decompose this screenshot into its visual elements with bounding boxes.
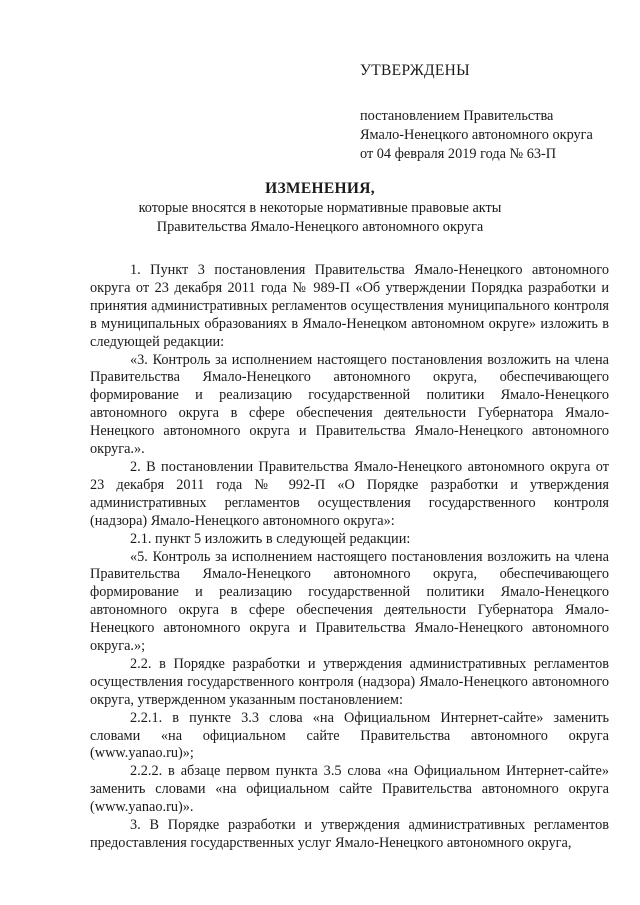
- paragraph-2-1: 2.1. пункт 5 изложить в следующей редакции:: [130, 530, 411, 547]
- approval-line: постановлением Правительства: [360, 108, 554, 124]
- paragraph-2-1-quote: «5. Контроль за исполнением настоящего постановления возложить на члена Правительства Ямало-Ненецкого автономного округа, обеспечивающего формирование и реализацию государственной политики Ямало-Ненецкого автономного округа в сфере обеспечения деятельности Губернатора Ямало-Ненецкого автономного округа и Правительства Ямало-Ненецкого автономного округа.»;: [90, 548, 609, 655]
- paragraph-2: 2. В постановлении Правительства Ямало-Ненецкого автономного округа от 23 декабря 2011 года № 992-П «О Порядке разработки и утверждения административных регламентов осуществления государственного контроля (надзора) Ямало-Ненецкого автономного округа»:: [90, 458, 609, 529]
- paragraph-2-2-2: 2.2.2. в абзаце первом пункта 3.5 слова «на Официальном Интернет-сайте» заменить словами «на официальном сайте Правительства автономного округа (www.yanao.ru)».: [90, 763, 609, 816]
- approval-line: от 04 февраля 2019 года № 63-П: [360, 146, 557, 162]
- paragraph-3: 3. В Порядке разработки и утверждения административных регламентов предоставления государственных услуг Ямало-Ненецкого автономного округа,: [90, 817, 609, 851]
- approval-heading: УТВЕРЖДЕНЫ: [360, 62, 470, 79]
- approval-block: [360, 62, 630, 164]
- paragraph-2-2: 2.2. в Порядке разработки и утверждения административных регламентов осуществления государственного контроля (надзора) Ямало-Ненецкого автономного округа, утвержденном указанным постановлением:: [90, 655, 609, 708]
- subtitle-line: Правительства Ямало-Ненецкого автономного округа: [156, 219, 484, 235]
- paragraph-2-2-1: 2.2.1. в пункте 3.3 слова «на Официальном Интернет-сайте» заменить словами «на официальном сайте Правительства автономного округа (www.yanao.ru)»;: [90, 709, 609, 762]
- subtitle-line: которые вносятся в некоторые нормативные правовые акты: [138, 200, 502, 216]
- paragraph-1-quote: «3. Контроль за исполнением настоящего постановления возложить на члена Правительства Ямало-Ненецкого автономного округа, обеспечивающего формирование и реализацию государственной политики Ямало-Ненецкого автономного округа в сфере обеспечения деятельности Губернатора Ямало-Ненецкого автономного округа и Правительства Ямало-Ненецкого автономного округа.».: [90, 351, 609, 458]
- document-subtitle: [0, 199, 640, 237]
- paragraph-1: 1. Пункт 3 постановления Правительства Ямало-Ненецкого автономного округа от 23 декабря 2011 года № 989-П «Об утверждении Порядка разработки и принятия административных регламентов осуществления муниципального контроля в муниципальных образованиях в Ямало-Ненецком автономном округе» изложить в следующей редакции:: [90, 262, 609, 350]
- document-body: [90, 262, 609, 853]
- approval-line: Ямало-Ненецкого автономного округа: [360, 127, 593, 143]
- document-title: ИЗМЕНЕНИЯ,: [265, 180, 375, 197]
